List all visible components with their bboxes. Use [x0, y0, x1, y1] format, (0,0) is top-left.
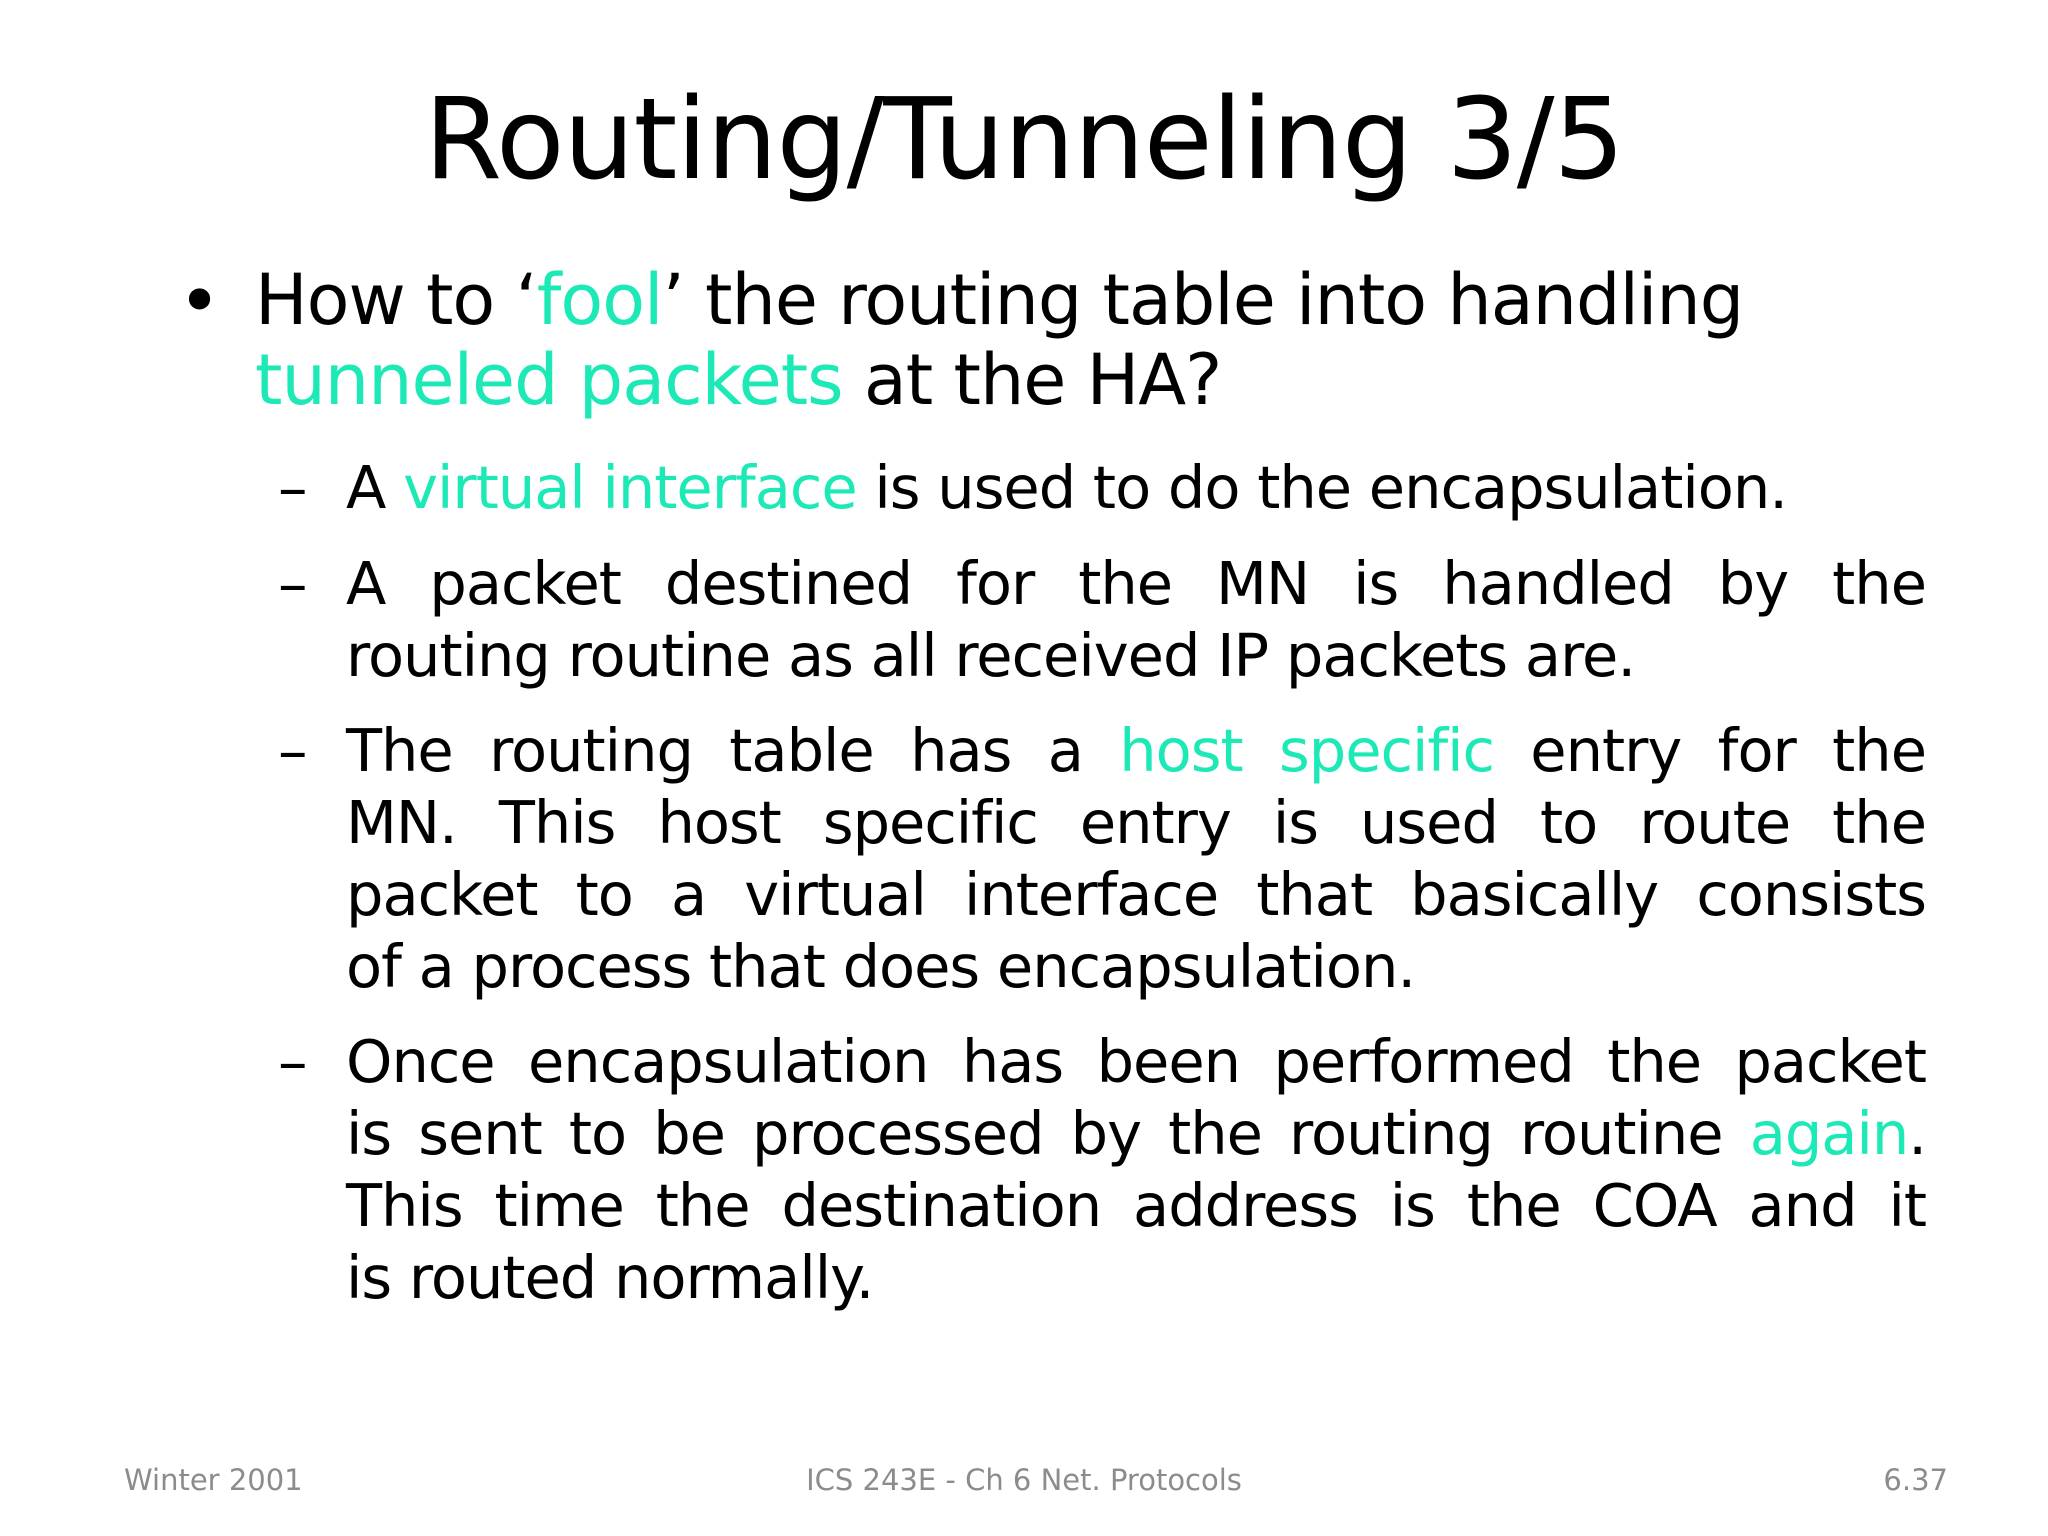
sub-bullet-2-line-2: routing routine as all received IP packets are.	[346, 621, 1636, 690]
dash-marker: –	[278, 1027, 307, 1096]
sub-bullet-3-text-2: entry for the	[1493, 716, 1926, 785]
sub-bullet-4-line-1: Once encapsulation has been performed the packet	[346, 1027, 1926, 1096]
main-bullet-text-1: How to ‘	[255, 259, 537, 341]
footer-date: Winter 2001	[124, 1463, 303, 1497]
sub-bullet-4-line-4: is routed normally.	[346, 1243, 874, 1312]
main-bullet-text-2: ’ the routing table into handling	[662, 259, 1744, 341]
highlight-virtual-interface: virtual interface	[403, 453, 857, 522]
sub-bullet-2-line-1: A packet destined for the MN is handled by the	[346, 549, 1926, 618]
main-bullet-line-1	[255, 260, 1955, 340]
highlight-fool: fool	[536, 259, 663, 341]
main-bullet-line-2	[255, 340, 1955, 420]
footer-course: ICS 243E - Ch 6 Net. Protocols	[806, 1463, 1242, 1497]
main-bullet-text	[255, 260, 1955, 420]
dash-marker: –	[278, 453, 307, 522]
sub-bullet-4-text-1: is sent to be processed by the routing routine	[346, 1099, 1750, 1168]
sub-bullet-1-text-2: is used to do the encapsulation.	[856, 453, 1787, 522]
sub-bullet-4-period: .	[1908, 1099, 1926, 1168]
sub-bullet-virtual-interface	[278, 452, 1926, 524]
sub-bullet-3-text-1: The routing table has a	[346, 716, 1120, 785]
sub-bullet-4-line-3: This time the destination address is the COA and it	[346, 1171, 1926, 1240]
sub-bullet-1-line-1	[346, 452, 1926, 524]
highlight-again: again	[1749, 1099, 1909, 1168]
sub-bullet-3-line-4: of a process that does encapsulation.	[346, 932, 1416, 1001]
slide-title: Routing/Tunneling 3/5	[424, 75, 1624, 205]
sub-bullet-packet-handling	[278, 548, 1926, 692]
sub-bullet-3-line-2: MN. This host specific entry is used to route the	[346, 788, 1926, 857]
dash-marker: –	[278, 716, 307, 785]
dash-marker: –	[278, 549, 307, 618]
bullet-marker: •	[178, 259, 222, 344]
sub-bullet-4-line-2	[346, 1098, 1926, 1170]
highlight-tunneled-packets: tunneled packets	[255, 339, 843, 421]
highlight-host-specific: host specific	[1119, 716, 1494, 785]
footer-slide-number: 6.37	[1883, 1463, 1948, 1497]
main-bullet-text-3: at the HA?	[842, 339, 1222, 421]
sub-bullet-3-line-3: packet to a virtual interface that basically consists	[346, 860, 1926, 929]
sub-bullet-encapsulation-again	[278, 1026, 1926, 1314]
sub-bullet-host-specific-entry	[278, 715, 1926, 1003]
sub-bullet-1-text-1: A	[346, 453, 404, 522]
sub-bullet-3-line-1	[346, 715, 1926, 787]
